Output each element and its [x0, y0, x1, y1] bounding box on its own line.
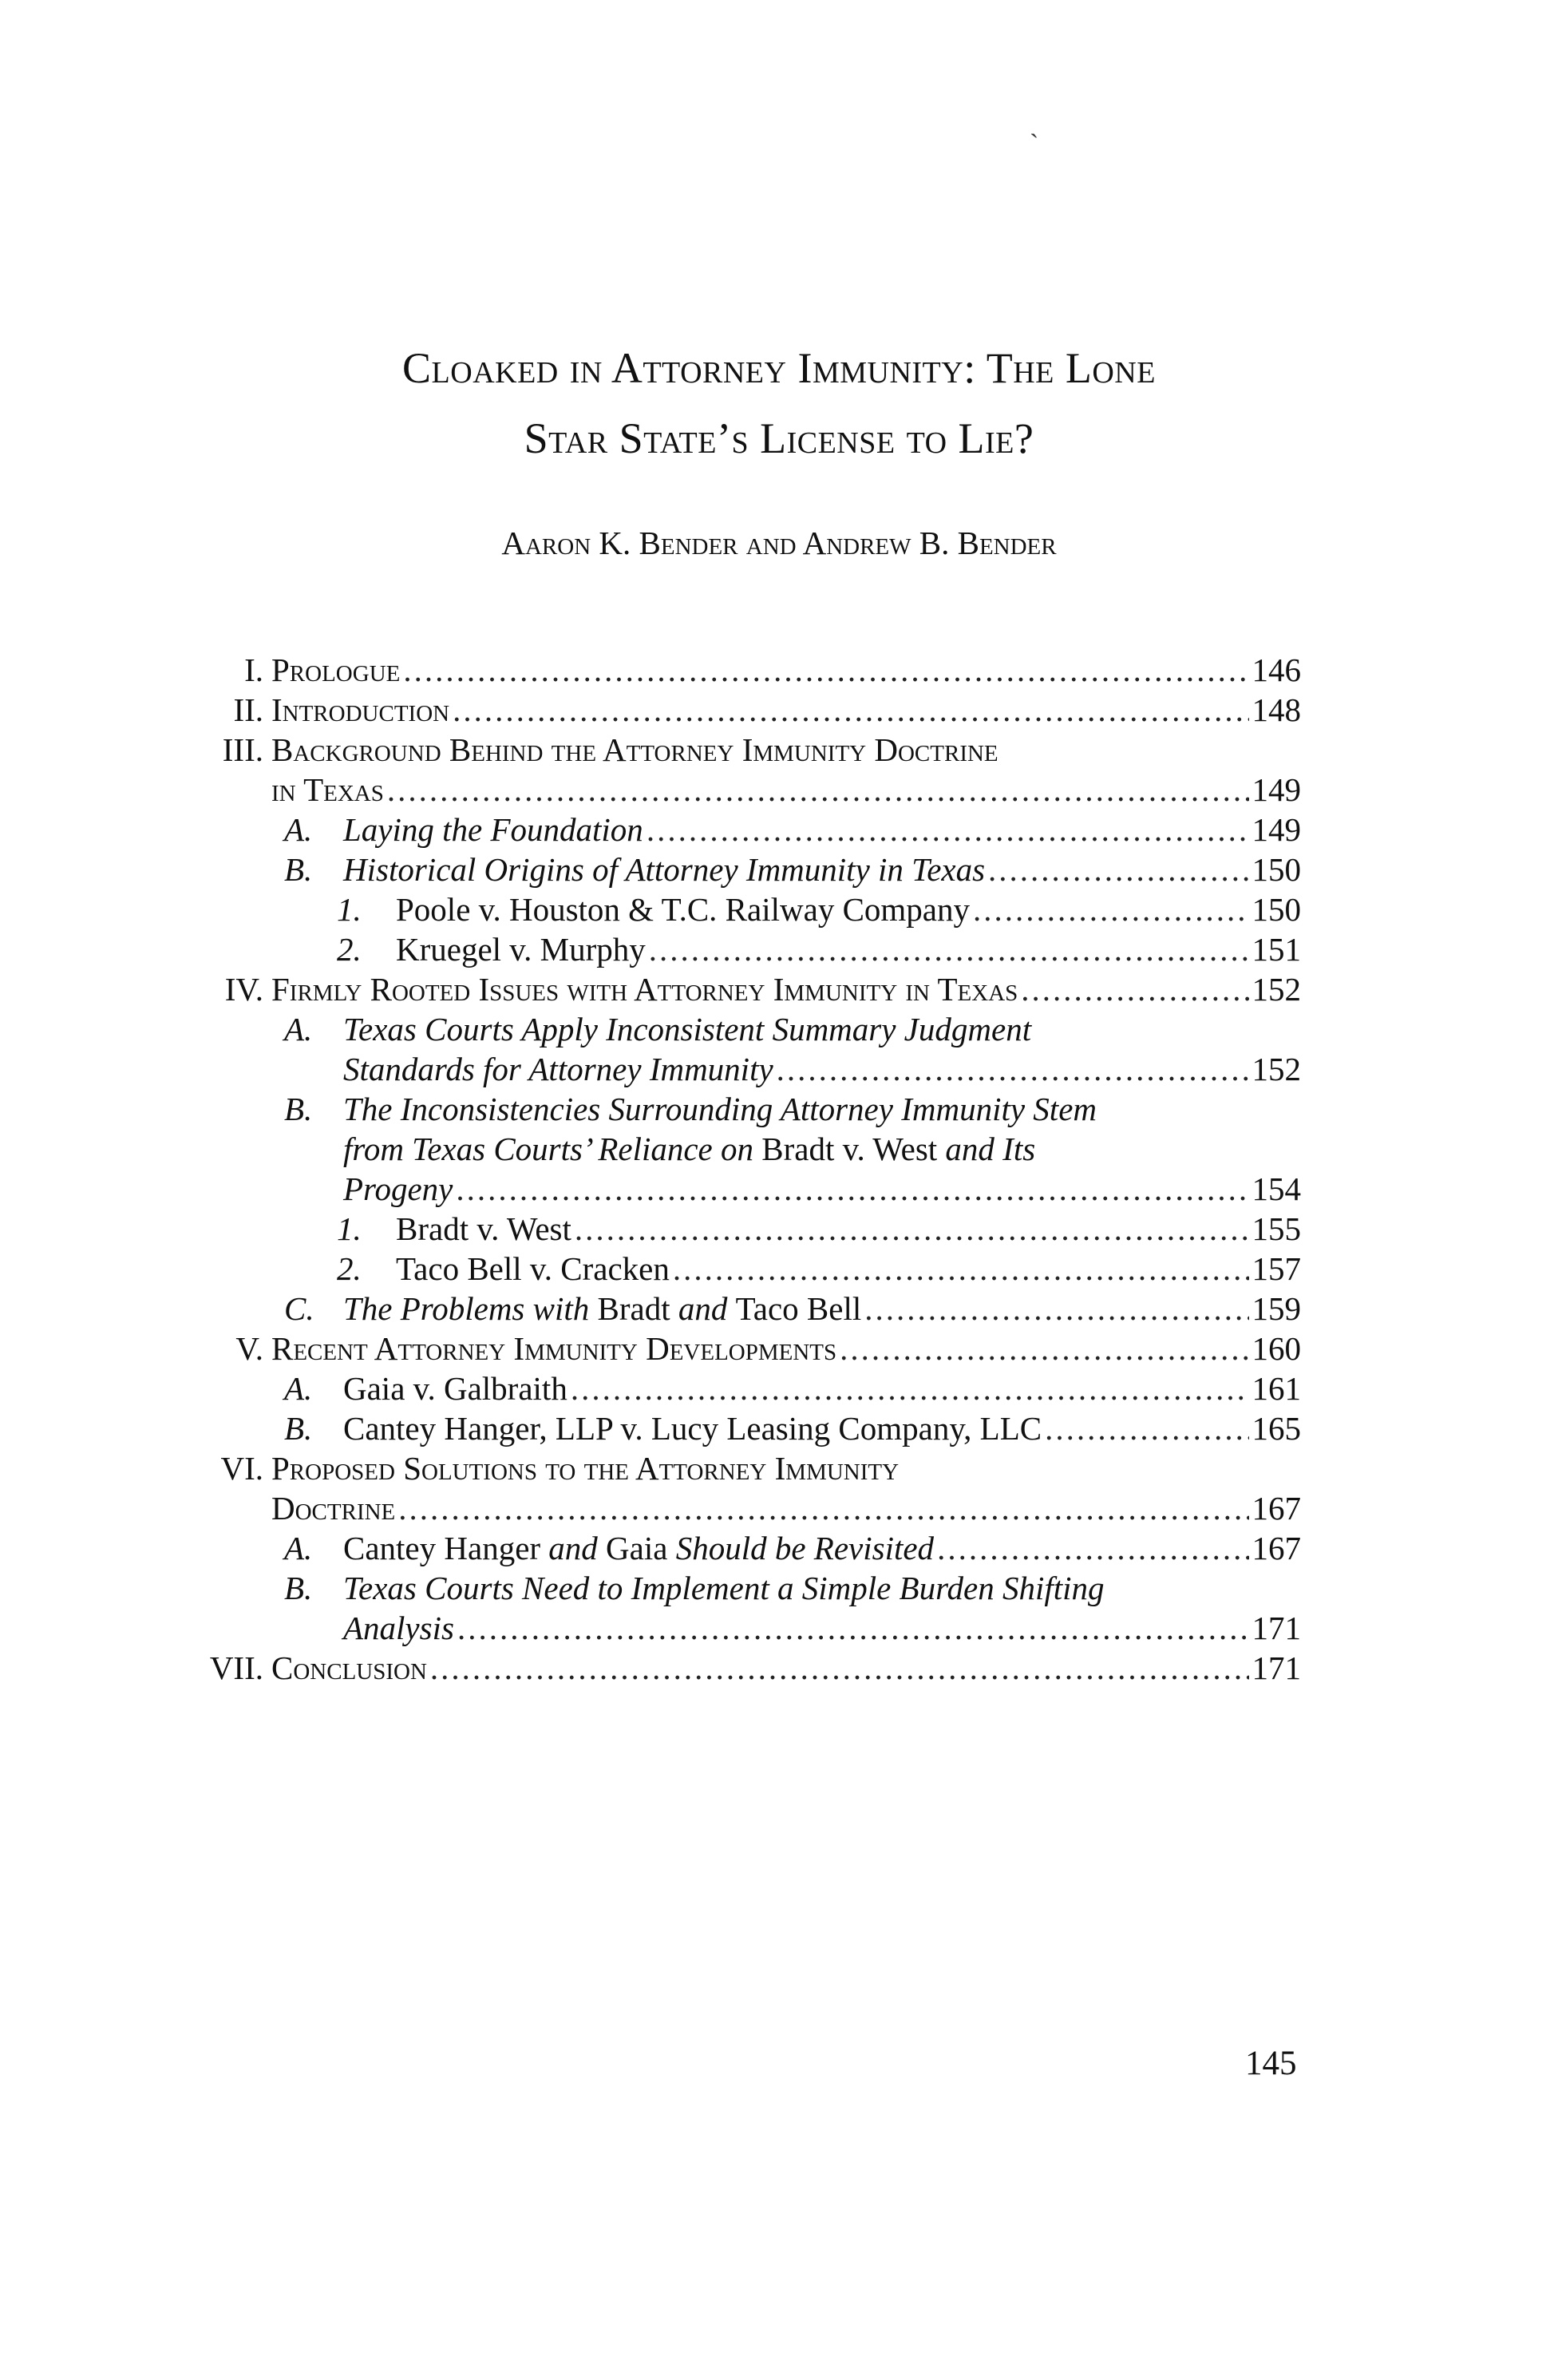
toc-title-tail: Should be Revisited — [675, 1530, 935, 1566]
toc-title: Recent Attorney Immunity Developments — [271, 1330, 837, 1367]
toc-title: Texas Courts Need to Implement a Simple Burden Shifting — [343, 1570, 1105, 1606]
toc-entry-continued — [271, 1129, 1301, 1169]
toc-number: 2. — [337, 1250, 362, 1287]
toc-leader — [571, 1368, 1249, 1408]
toc-number: B. — [284, 1091, 313, 1127]
toc-title: Proposed Solutions to the Attorney Immunity — [271, 1450, 900, 1487]
toc-number: C. — [284, 1290, 314, 1327]
toc-page: 151 — [1252, 931, 1301, 968]
toc-leader — [864, 1289, 1248, 1329]
toc-leader — [673, 1249, 1249, 1289]
toc-number: A. — [284, 1011, 313, 1047]
toc-entry — [209, 1648, 1301, 1688]
toc-title: Doctrine — [271, 1490, 396, 1527]
toc-title: Introduction — [271, 691, 450, 728]
toc-title: Prologue — [271, 651, 401, 688]
toc-number: VII. — [209, 1649, 263, 1686]
toc-leader — [398, 1488, 1248, 1528]
toc-leader — [403, 650, 1248, 690]
toc-leader — [840, 1329, 1248, 1368]
toc-page: 155 — [1252, 1210, 1301, 1247]
toc-entry-continued — [271, 1488, 1301, 1528]
toc-case-name: Cantey Hanger — [343, 1530, 541, 1566]
toc-leader — [1045, 1408, 1248, 1448]
toc-leader — [937, 1528, 1248, 1568]
toc-case-name: Taco Bell — [735, 1290, 862, 1327]
toc-title: Background Behind the Attorney Immunity Doctrine — [271, 731, 998, 768]
toc-entry — [235, 1329, 1301, 1368]
toc-page: 161 — [1252, 1370, 1301, 1407]
toc-leader — [430, 1648, 1249, 1688]
toc-number: B. — [284, 1570, 313, 1606]
toc-page: 146 — [1252, 651, 1301, 688]
toc-entry — [224, 969, 1301, 1009]
toc-entry — [271, 849, 1301, 889]
toc-title: The Problems with — [343, 1290, 590, 1327]
toc-conjunction: and — [548, 1530, 598, 1566]
article-title-line-1: Cloaked in Attorney Immunity: The Lone — [402, 344, 1156, 392]
toc-page: 171 — [1252, 1649, 1301, 1686]
table-of-contents — [0, 650, 1558, 1688]
toc-number: A. — [284, 811, 313, 848]
toc-number: 1. — [337, 1210, 362, 1247]
toc-leader — [973, 889, 1248, 929]
toc-title: Poole v. Houston & T.C. Railway Company — [396, 891, 971, 928]
toc-number: A. — [284, 1370, 313, 1407]
toc-entry-continued — [271, 1169, 1301, 1209]
toc-leader — [387, 770, 1249, 810]
toc-entry-continued — [271, 1608, 1301, 1648]
toc-number: 1. — [337, 891, 362, 928]
toc-title: from Texas Courts’ Reliance on — [343, 1131, 754, 1167]
toc-title: The Inconsistencies Surrounding Attorney Immunity Stem — [343, 1091, 1097, 1127]
toc-number: 2. — [337, 931, 362, 968]
toc-leader — [647, 810, 1249, 849]
toc-entry — [271, 1009, 1301, 1049]
toc-page: 152 — [1252, 971, 1301, 1008]
toc-entry — [271, 1289, 1301, 1329]
toc-title-tail: and Its — [945, 1131, 1036, 1167]
toc-page: 152 — [1252, 1051, 1301, 1087]
toc-page: 154 — [1252, 1170, 1301, 1207]
toc-leader — [1021, 969, 1248, 1009]
toc-entry-continued — [271, 1049, 1301, 1089]
page-number: 145 — [1245, 2045, 1297, 2082]
toc-entry — [271, 1209, 1301, 1249]
toc-entry — [222, 730, 1301, 770]
toc-entry — [271, 810, 1301, 849]
toc-entry — [244, 650, 1301, 690]
toc-title: Kruegel v. Murphy — [396, 931, 646, 968]
toc-number: III. — [222, 731, 263, 768]
toc-case-name: Gaia — [606, 1530, 668, 1566]
toc-number: B. — [284, 1410, 313, 1447]
toc-title: Analysis — [343, 1610, 454, 1646]
toc-title: Laying the Foundation — [343, 811, 643, 848]
toc-page: 171 — [1252, 1610, 1301, 1646]
toc-entry — [271, 929, 1301, 969]
toc-title: Firmly Rooted Issues with Attorney Immunity in Texas — [271, 971, 1018, 1008]
toc-title: Gaia v. Galbraith — [343, 1370, 567, 1407]
toc-page: 167 — [1252, 1530, 1301, 1566]
article-title-line-2: Star State’s License to Lie? — [524, 414, 1034, 462]
toc-leader — [457, 1608, 1249, 1648]
toc-page: 157 — [1252, 1250, 1301, 1287]
toc-number: B. — [284, 851, 313, 888]
toc-entry-continued — [271, 770, 1301, 810]
toc-entry — [271, 1568, 1301, 1608]
toc-title: Taco Bell v. Cracken — [396, 1250, 670, 1287]
toc-case-name: Bradt — [597, 1290, 670, 1327]
toc-title: Bradt v. West — [396, 1210, 571, 1247]
toc-page: 167 — [1252, 1490, 1301, 1527]
toc-page: 150 — [1252, 851, 1301, 888]
toc-number: II. — [233, 691, 263, 728]
toc-entry — [271, 1528, 1301, 1568]
toc-page: 149 — [1252, 811, 1301, 848]
toc-number: A. — [284, 1530, 313, 1566]
toc-leader — [575, 1209, 1249, 1249]
toc-entry — [220, 1448, 1301, 1488]
toc-leader — [453, 690, 1248, 730]
toc-number: V. — [235, 1330, 263, 1367]
toc-entry — [271, 1089, 1301, 1129]
toc-leader — [777, 1049, 1249, 1089]
toc-title: Historical Origins of Attorney Immunity in Texas — [343, 851, 986, 888]
toc-case-name: Bradt v. West — [761, 1131, 938, 1167]
toc-entry — [271, 1249, 1301, 1289]
authors: Aaron K. Bender and Andrew B. Bender — [501, 525, 1057, 561]
toc-leader — [649, 929, 1249, 969]
toc-page: 149 — [1252, 771, 1301, 808]
toc-page: 160 — [1252, 1330, 1301, 1367]
toc-number: I. — [244, 651, 263, 688]
toc-conjunction: and — [678, 1290, 728, 1327]
toc-entry — [271, 1408, 1301, 1448]
toc-leader — [988, 849, 1248, 889]
toc-title: Conclusion — [271, 1649, 427, 1686]
toc-page: 159 — [1252, 1290, 1301, 1327]
toc-number: VI. — [220, 1450, 263, 1487]
toc-page: 150 — [1252, 891, 1301, 928]
toc-leader — [456, 1169, 1248, 1209]
toc-page: 165 — [1252, 1410, 1301, 1447]
toc-title: Cantey Hanger, LLP v. Lucy Leasing Company, LLC — [343, 1410, 1042, 1447]
stray-mark: ˏ — [1030, 109, 1039, 138]
toc-title: Texas Courts Apply Inconsistent Summary Judgment — [343, 1011, 1032, 1047]
toc-title: Progeny — [343, 1170, 453, 1207]
toc-entry — [233, 690, 1301, 730]
toc-page: 148 — [1252, 691, 1301, 728]
toc-entry — [271, 889, 1301, 929]
toc-title: in Texas — [271, 771, 384, 808]
toc-number: IV. — [224, 971, 263, 1008]
toc-title: Standards for Attorney Immunity — [343, 1051, 773, 1087]
toc-entry — [271, 1368, 1301, 1408]
